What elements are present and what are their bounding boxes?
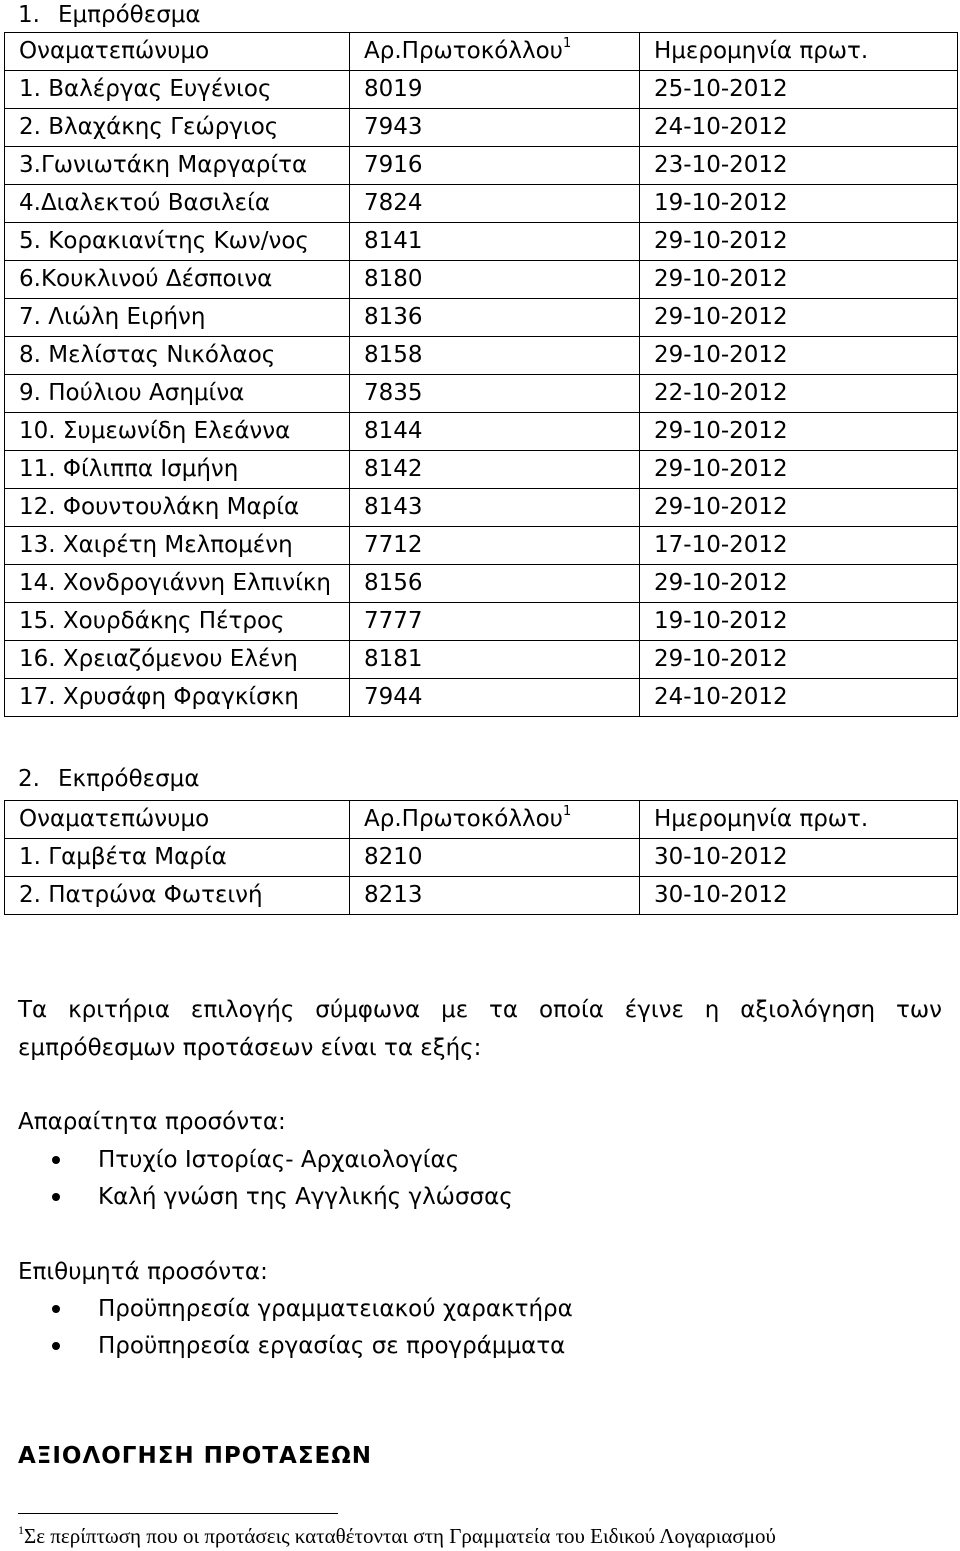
cell-date: 29-10-2012 — [640, 451, 958, 489]
table-row — [5, 679, 958, 717]
cell-name: 17. Χρυσάφη Φραγκίσκη — [5, 679, 350, 717]
section1-title-text: Εμπρόθεσμα — [58, 2, 201, 28]
cell-protocol: 8144 — [350, 413, 640, 451]
list-item-text: Προϋπηρεσία γραμματειακού χαρακτήρα — [98, 1296, 573, 1322]
criteria-intro: Τα κριτήρια επιλογής σύμφωνα με τα οποία έγινε η αξιολόγηση των εμπρόθεσμων προτάσεων είναι τα εξής: — [18, 997, 942, 1061]
cell-date: 17-10-2012 — [640, 527, 958, 565]
cell-name: 2. Πατρώνα Φωτεινή — [5, 877, 350, 915]
table-header-row — [5, 33, 958, 71]
footnote-text: Σε περίπτωση που οι προτάσεις καταθέτονται στη Γραμματεία του Ειδικού Λογαριασμού — [24, 1524, 776, 1548]
cell-protocol: 8210 — [350, 839, 640, 877]
cell-date: 29-10-2012 — [640, 299, 958, 337]
table-row — [5, 71, 958, 109]
section2-title — [18, 764, 200, 794]
table-row — [5, 413, 958, 451]
list-item-text: Προϋπηρεσία εργασίας σε προγράμματα — [98, 1333, 566, 1359]
header-name: Οναματεπώνυμο — [5, 33, 350, 71]
cell-date: 29-10-2012 — [640, 337, 958, 375]
cell-protocol: 7824 — [350, 185, 640, 223]
cell-name: 9. Πούλιου Ασημίνα — [5, 375, 350, 413]
header-date: Ημερομηνία πρωτ. — [640, 33, 958, 71]
cell-name: 6.Κουκλινού Δέσποινα — [5, 261, 350, 299]
cell-protocol: 8158 — [350, 337, 640, 375]
desired-label: Επιθυμητά προσόντα: — [18, 1259, 268, 1285]
header-protocol-label: Αρ.Πρωτοκόλλου — [364, 806, 563, 832]
cell-date: 19-10-2012 — [640, 185, 958, 223]
footnote — [18, 1524, 776, 1549]
list-item-text: Πτυχίο Ιστορίας- Αρχαιολογίας — [98, 1147, 460, 1173]
table-row — [5, 641, 958, 679]
cell-protocol: 8213 — [350, 877, 640, 915]
header-protocol — [350, 33, 640, 71]
cell-name: 16. Χρειαζόμενου Ελένη — [5, 641, 350, 679]
cell-date: 29-10-2012 — [640, 565, 958, 603]
table-row — [5, 375, 958, 413]
cell-protocol: 8136 — [350, 299, 640, 337]
cell-protocol: 8019 — [350, 71, 640, 109]
section1-table — [4, 32, 958, 717]
table-row — [5, 299, 958, 337]
cell-name: 3.Γωνιωτάκη Μαργαρίτα — [5, 147, 350, 185]
cell-date: 19-10-2012 — [640, 603, 958, 641]
cell-date: 29-10-2012 — [640, 223, 958, 261]
footnote-divider — [18, 1513, 338, 1514]
cell-protocol: 8180 — [350, 261, 640, 299]
table-row — [5, 877, 958, 915]
cell-protocol: 8141 — [350, 223, 640, 261]
header-protocol — [350, 801, 640, 839]
table-row — [5, 147, 958, 185]
section2-table — [4, 800, 958, 915]
bullet-icon — [52, 1305, 60, 1313]
cell-name: 5. Κορακιανίτης Κων/νος — [5, 223, 350, 261]
table-row — [5, 565, 958, 603]
cell-name: 1. Βαλέργας Ευγένιος — [5, 71, 350, 109]
header-protocol-label: Αρ.Πρωτοκόλλου — [364, 38, 563, 64]
cell-date: 29-10-2012 — [640, 641, 958, 679]
cell-name: 1. Γαμβέτα Μαρία — [5, 839, 350, 877]
table-row — [5, 223, 958, 261]
cell-date: 25-10-2012 — [640, 71, 958, 109]
section2-number: 2. — [18, 766, 40, 792]
cell-name: 13. Χαιρέτη Μελπομένη — [5, 527, 350, 565]
list-item-text: Καλή γνώση της Αγγλικής γλώσσας — [98, 1184, 513, 1210]
footnote-mark: 1 — [18, 1523, 24, 1537]
cell-date: 22-10-2012 — [640, 375, 958, 413]
header-date: Ημερομηνία πρωτ. — [640, 801, 958, 839]
cell-protocol: 7712 — [350, 527, 640, 565]
footnote-ref: 1 — [562, 36, 572, 51]
evaluation-heading: ΑΞΙΟΛΟΓΗΣΗ ΠΡΟΤΑΣΕΩΝ — [18, 1443, 373, 1469]
cell-protocol: 7835 — [350, 375, 640, 413]
bullet-icon — [52, 1342, 60, 1350]
cell-protocol: 7916 — [350, 147, 640, 185]
cell-protocol: 8143 — [350, 489, 640, 527]
bullet-icon — [52, 1193, 60, 1201]
cell-date: 24-10-2012 — [640, 679, 958, 717]
cell-protocol: 8181 — [350, 641, 640, 679]
cell-protocol: 7944 — [350, 679, 640, 717]
cell-name: 7. Λιώλη Ειρήνη — [5, 299, 350, 337]
section1-title — [18, 0, 201, 30]
table-row — [5, 185, 958, 223]
table-row — [5, 451, 958, 489]
cell-protocol: 8156 — [350, 565, 640, 603]
cell-name: 11. Φίλιππα Ισμήνη — [5, 451, 350, 489]
header-name: Οναματεπώνυμο — [5, 801, 350, 839]
cell-name: 14. Χονδρογιάννη Ελπινίκη — [5, 565, 350, 603]
table-row — [5, 109, 958, 147]
cell-date: 30-10-2012 — [640, 877, 958, 915]
cell-protocol: 8142 — [350, 451, 640, 489]
cell-name: 4.Διαλεκτού Βασιλεία — [5, 185, 350, 223]
cell-date: 29-10-2012 — [640, 489, 958, 527]
cell-name: 15. Χουρδάκης Πέτρος — [5, 603, 350, 641]
section1-number: 1. — [18, 2, 40, 28]
cell-date: 29-10-2012 — [640, 413, 958, 451]
cell-date: 24-10-2012 — [640, 109, 958, 147]
table-row — [5, 839, 958, 877]
section2-title-text: Εκπρόθεσμα — [58, 766, 200, 792]
cell-date: 29-10-2012 — [640, 261, 958, 299]
required-label: Απαραίτητα προσόντα: — [18, 1109, 286, 1135]
cell-name: 10. Συμεωνίδη Ελεάννα — [5, 413, 350, 451]
table-row — [5, 337, 958, 375]
table-row — [5, 603, 958, 641]
cell-name: 12. Φουντουλάκη Μαρία — [5, 489, 350, 527]
cell-name: 2. Βλαχάκης Γεώργιος — [5, 109, 350, 147]
table-row — [5, 261, 958, 299]
cell-date: 30-10-2012 — [640, 839, 958, 877]
cell-protocol: 7943 — [350, 109, 640, 147]
cell-protocol: 7777 — [350, 603, 640, 641]
table-row — [5, 527, 958, 565]
table-header-row — [5, 801, 958, 839]
cell-name: 8. Μελίστας Νικόλαος — [5, 337, 350, 375]
table-row — [5, 489, 958, 527]
cell-date: 23-10-2012 — [640, 147, 958, 185]
bullet-icon — [52, 1156, 60, 1164]
footnote-ref: 1 — [562, 804, 572, 819]
